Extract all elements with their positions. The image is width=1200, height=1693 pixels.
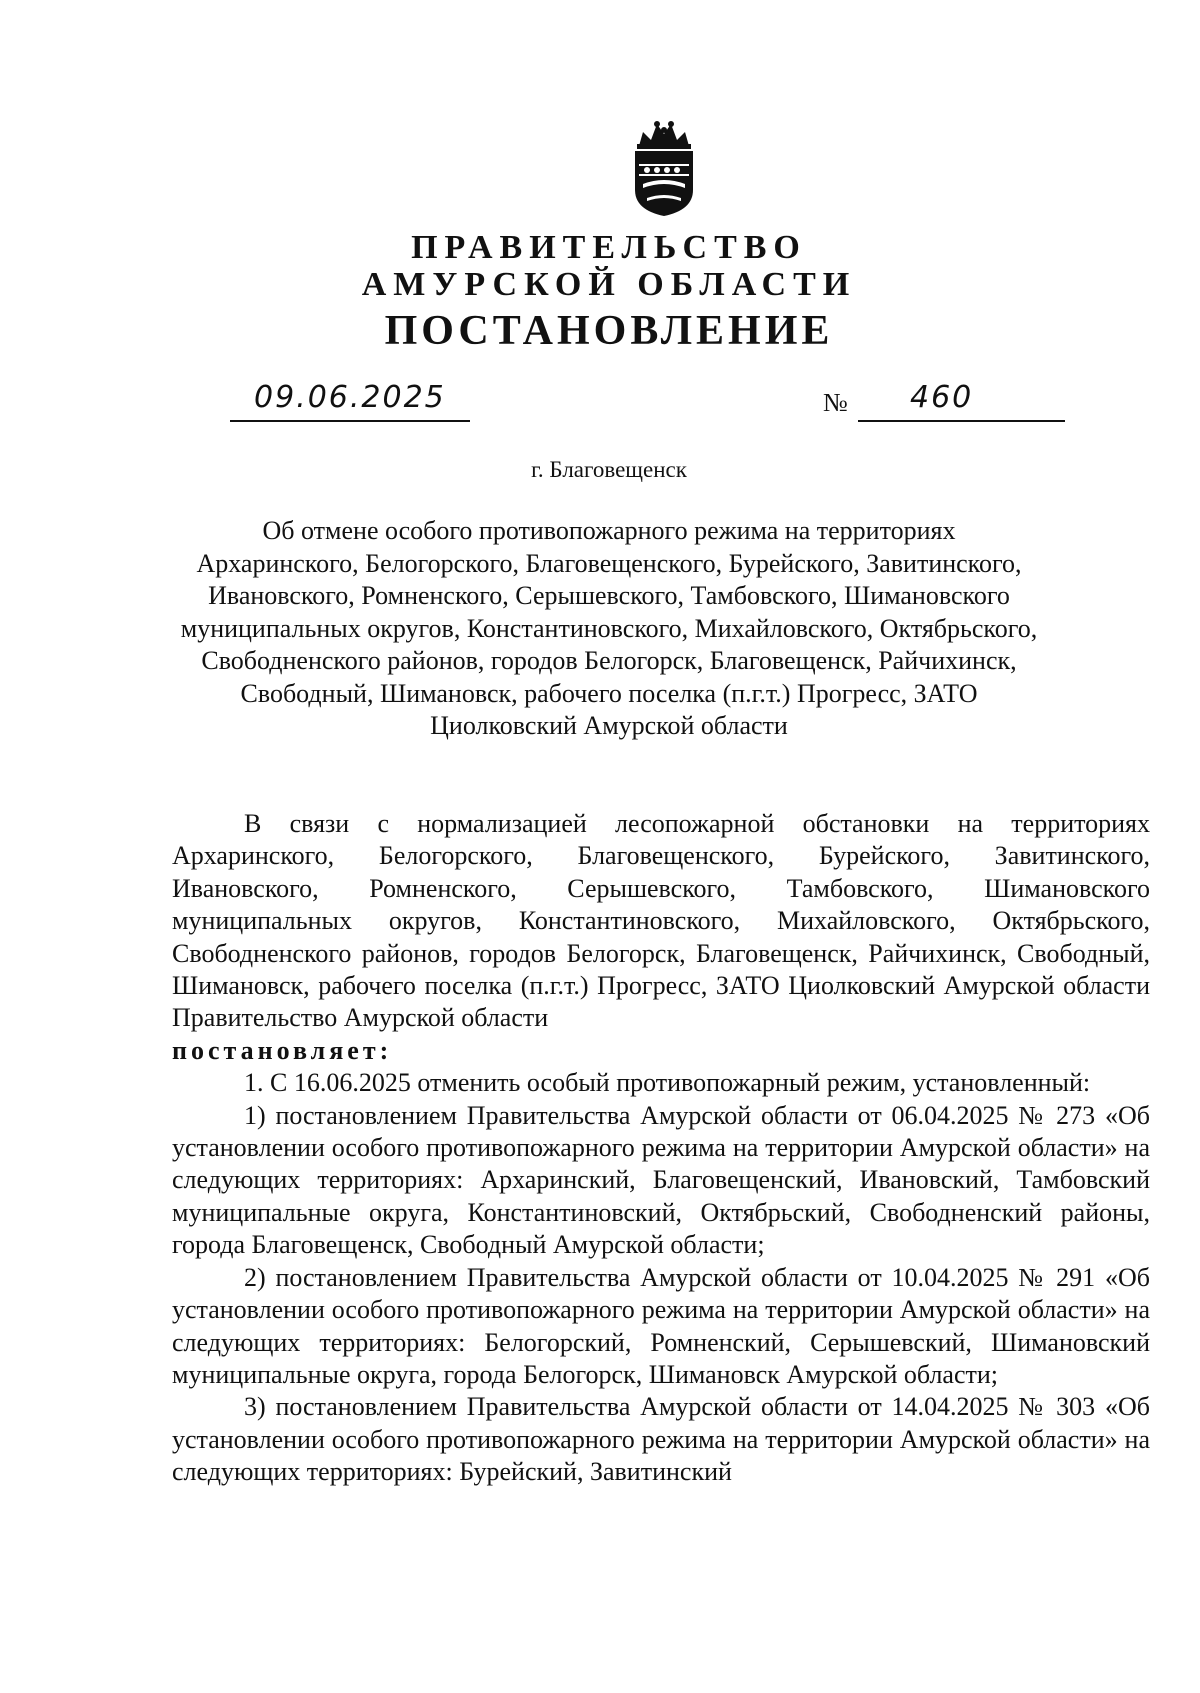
number-value: 460 [910,380,974,415]
city-name: г. Благовещенск [531,457,687,482]
number-field [858,380,1065,422]
document-subject: Об отмене особого противопожарного режима на территориях Архаринского, Белогорского, Благовещенского, Бурейского, Завитинского, Ивановского, Ромненского, Серышевского, Тамбовского, Шимановского муниципальных округов, Константиновского, Михайловского, Октябрьского, Свободненского районов, городов Белогорск, Благовещенск, Райчихинск, Свободный, Шимановск, рабочего поселка (п.г.т.) Прогресс, ЗАТО Циолковский Амурской области [180,516,1038,740]
document-body [172,808,1150,1489]
date-field [230,380,470,422]
decree-word: постановляет: [172,1035,393,1065]
preamble-paragraph: В связи с нормализацией лесопожарной обстановки на территориях Архаринского, Белогорского, Благовещенского, Бурейского, Завитинского, Ивановского, Ромненского, Серышевского, Тамбовского, Шимановского муниципальных округов, Константиновского, Михайловского, Октябрьского, Свободненского районов, городов Белогорск, Благовещенск, Райчихинск, Свободный, Шимановск, рабочего поселка (п.г.т.) Прогресс, ЗАТО Циолковский Амурской области Правительство Амурской области [172,809,1150,1033]
date-value: 09.06.2025 [254,380,446,415]
government-name-line2: АМУРСКОЙ ОБЛАСТИ [361,266,857,303]
item-1-paragraph: 1. С 16.06.2025 отменить особый противопожарный режим, установленный: [244,1068,1091,1098]
subitem-2-paragraph: 2) постановлением Правительства Амурской области от 10.04.2025 № 291 «Об установлении особого противопожарного режима на территории Амурской области» на следующих территориях: Белогорский, Ромненский, Серышевский, Шимановский муниципальные округа, города Белогорск, Шимановск Амурской области; [172,1262,1150,1389]
number-sign: № [823,388,848,417]
subitem-3-paragraph: 3) постановлением Правительства Амурской области от 14.04.2025 № 303 «Об установлении особого противопожарного режима на территории Амурской области» на следующих территориях: Бурейский, Завитинский [172,1392,1150,1487]
document-type-title: ПОСТАНОВЛЕНИЕ [384,308,834,354]
government-name-line1: ПРАВИТЕЛЬСТВО [411,229,807,266]
coat-of-arms-icon [629,118,699,218]
subitem-1-paragraph: 1) постановлением Правительства Амурской области от 06.04.2025 № 273 «Об установлении особого противопожарного режима на территории Амурской области» на следующих территориях: Архаринский, Благовещенский, Ивановский, Тамбовский муниципальные округа, Константиновский, Октябрьский, Свободненский районы, города Благовещенск, Свободный Амурской области; [172,1100,1150,1260]
